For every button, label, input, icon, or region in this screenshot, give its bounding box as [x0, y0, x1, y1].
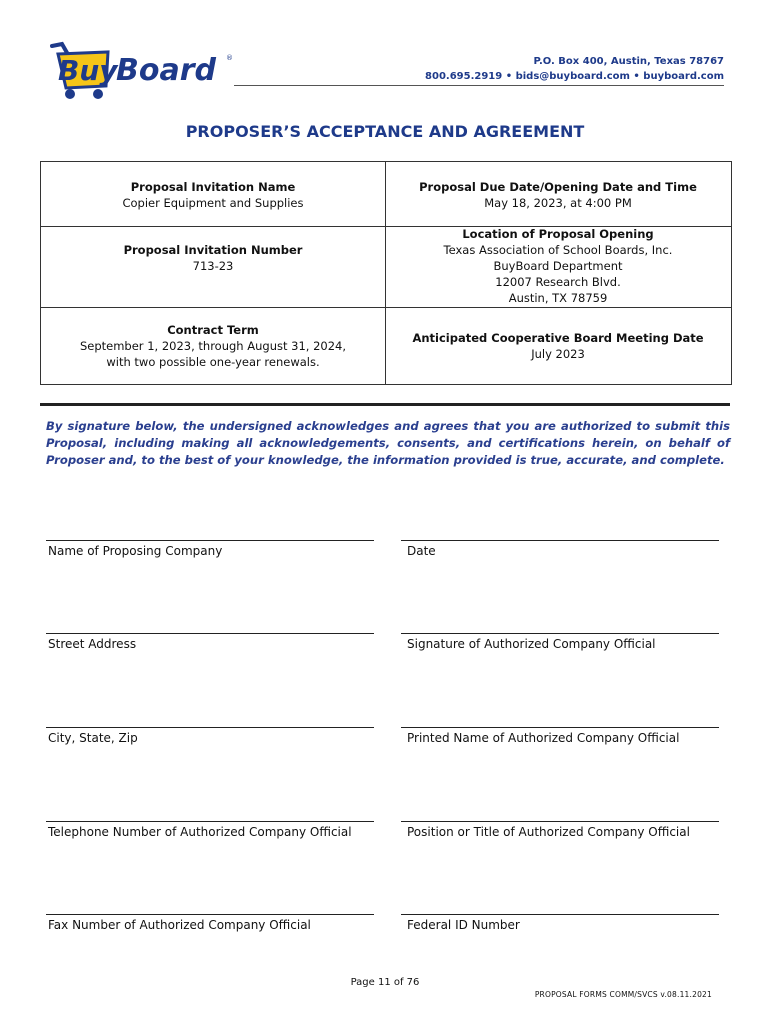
table-divider: [385, 307, 731, 308]
header-rule: [234, 85, 724, 86]
printed-name-line[interactable]: [401, 727, 719, 728]
fax-line[interactable]: [46, 914, 374, 915]
due-date-value: May 18, 2023, at 4:00 PM: [484, 196, 632, 210]
board-meeting-value: July 2023: [531, 347, 585, 361]
city-state-zip-label: City, State, Zip: [48, 731, 138, 745]
board-meeting-label: Anticipated Cooperative Board Meeting Date: [412, 331, 704, 345]
invitation-name-cell: [41, 179, 385, 211]
name-of-company-line[interactable]: [46, 540, 374, 541]
name-of-company-label: Name of Proposing Company: [48, 544, 223, 558]
telephone-label: Telephone Number of Authorized Company Official: [48, 825, 352, 839]
location-label: Location of Proposal Opening: [462, 227, 654, 241]
city-state-zip-line[interactable]: [46, 727, 374, 728]
location-line-3: 12007 Research Blvd.: [495, 275, 621, 289]
contract-term-line-2: with two possible one-year renewals.: [106, 355, 320, 369]
signature-label: Signature of Authorized Company Official: [407, 637, 656, 651]
buyboard-logo: [48, 40, 234, 102]
invitation-number-value: 713-23: [192, 259, 234, 273]
invitation-name-label: Proposal Invitation Name: [130, 180, 296, 194]
due-date-label: Proposal Due Date/Opening Date and Time: [419, 180, 697, 194]
telephone-line[interactable]: [46, 821, 374, 822]
board-meeting-cell: [385, 330, 731, 362]
signature-line[interactable]: [401, 633, 719, 634]
svg-text:®: ®: [226, 54, 233, 62]
printed-name-label: Printed Name of Authorized Company Official: [407, 731, 680, 745]
street-address-label: Street Address: [48, 637, 137, 651]
federal-id-label: Federal ID Number: [407, 918, 520, 932]
section-separator: [40, 403, 730, 406]
page-number: Page 11 of 76: [350, 977, 420, 988]
header-address: P.O. Box 400, Austin, Texas 78767: [533, 56, 724, 67]
proposal-info-table: [40, 161, 732, 385]
federal-id-line[interactable]: [401, 914, 719, 915]
header-contact: 800.695.2919 • bids@buyboard.com • buyboard.com: [425, 71, 724, 82]
invitation-name-value: Copier Equipment and Supplies: [122, 196, 304, 210]
contract-term-label: Contract Term: [167, 323, 259, 337]
contract-term-line-1: September 1, 2023, through August 31, 2024,: [79, 339, 347, 353]
location-cell: [385, 226, 731, 306]
fax-label: Fax Number of Authorized Company Official: [48, 918, 311, 932]
acknowledgement-statement: By signature below, the undersigned acknowledges and agrees that you are authorized to submit this Proposal, including making all acknowledgements, consents, and certifications herein, on behalf of Proposer and, to the best of your knowledge, the information provided is true, accurate, and complete.: [46, 419, 730, 467]
table-divider: [41, 226, 385, 227]
svg-text:Board: Board: [116, 53, 216, 88]
invitation-number-label: Proposal Invitation Number: [123, 243, 303, 257]
header-contact-block: [425, 54, 724, 84]
date-line[interactable]: [401, 540, 719, 541]
location-line-1: Texas Association of School Boards, Inc.: [443, 243, 673, 257]
svg-text:Buy: Buy: [58, 54, 118, 87]
table-divider: [41, 307, 385, 308]
invitation-number-cell: [41, 242, 385, 274]
contract-term-cell: [41, 322, 385, 370]
location-line-2: BuyBoard Department: [493, 259, 623, 273]
page-title: PROPOSER’S ACCEPTANCE AND AGREEMENT: [185, 122, 585, 141]
date-label: Date: [407, 544, 436, 558]
form-version: PROPOSAL FORMS COMM/SVCS v.08.11.2021: [534, 990, 712, 999]
due-date-cell: [385, 179, 731, 211]
position-title-line[interactable]: [401, 821, 719, 822]
position-title-label: Position or Title of Authorized Company Official: [407, 825, 690, 839]
street-address-line[interactable]: [46, 633, 374, 634]
location-line-4: Austin, TX 78759: [508, 291, 608, 305]
